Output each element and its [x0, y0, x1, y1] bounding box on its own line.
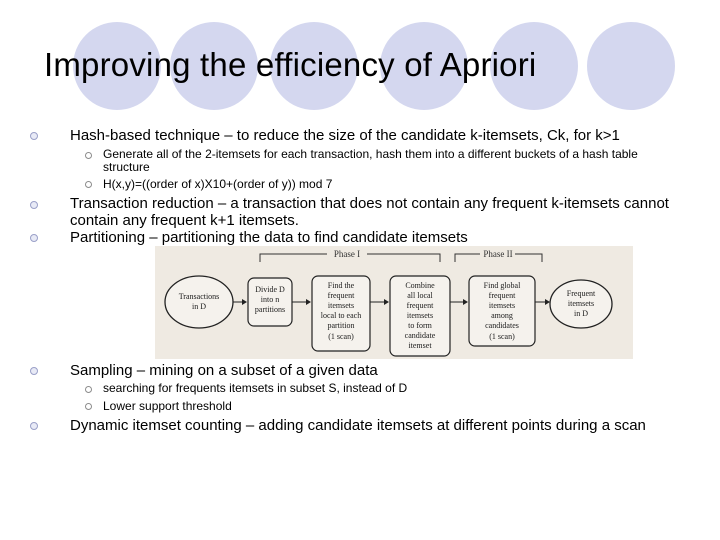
node-find-global-line: (1 scan) [489, 332, 515, 341]
node-find-global-line: candidates [485, 321, 519, 330]
node-divide-line: Divide D [255, 285, 285, 294]
node-find-local-line: (1 scan) [328, 332, 354, 341]
node-find-local-line: frequent [327, 291, 355, 300]
bullet-marker [30, 234, 38, 242]
node-frequent-line: in D [574, 309, 588, 318]
node-frequent-line: Frequent [566, 289, 596, 298]
bullet-text-transaction: Transaction reduction – a transaction that does not contain any frequent k-itemsets cannot contain any frequent k+1 itemsets. [70, 195, 669, 229]
node-combine-line: itemset [408, 341, 432, 350]
node-find-global-line: among [491, 311, 513, 320]
subbullet-text-hash-1: Generate all of the 2-itemsets for each transaction, hash them into a different buckets of a hash table structure [103, 147, 638, 174]
node-find-local-line: partition [327, 321, 355, 330]
phase-1-label: Phase I [333, 249, 361, 259]
node-transactions-line: in D [192, 302, 206, 311]
bullet-text-hash: Hash-based technique – to reduce the size of the candidate k-itemsets, Ck, for k>1 [70, 127, 620, 144]
node-find-local-line: local to each [320, 311, 362, 320]
subbullet-text-sampling-2: Lower support threshold [103, 399, 232, 413]
node-find-local-line: itemsets [327, 301, 355, 310]
bullet-text-partitioning: Partitioning – partitioning the data to find candidate itemsets [70, 229, 468, 246]
node-divide-line: into n [260, 295, 280, 304]
slide-title: Improving the efficiency of Apriori [44, 46, 537, 83]
node-combine-line: Combine [405, 281, 435, 290]
node-combine-line: to form [408, 321, 432, 330]
bullet-text-sampling: Sampling – mining on a subset of a given data [70, 362, 378, 379]
node-combine-line: all local [407, 291, 433, 300]
subbullet-text-hash-2: H(x,y)=((order of x)X10+(order of y)) mod 7 [103, 177, 333, 191]
partition-phase-diagram [155, 246, 633, 359]
node-find-global-line: frequent [488, 291, 516, 300]
bullet-marker [30, 201, 38, 209]
subbullet-marker [85, 181, 92, 188]
phase-2-label: Phase II [483, 249, 513, 259]
node-transactions-line: Transactions [178, 292, 220, 301]
subbullet-text-sampling-1: searching for frequents itemsets in subset S, instead of D [103, 381, 408, 395]
bullet-marker [30, 422, 38, 430]
node-combine-line: itemsets [406, 311, 434, 320]
subbullet-marker [85, 403, 92, 410]
node-divide-line: partitions [254, 305, 286, 314]
node-combine-line: frequent [406, 301, 434, 310]
node-frequent-line: itemsets [567, 299, 595, 308]
subbullet-marker [85, 386, 92, 393]
decorative-circle-6 [587, 22, 675, 110]
subbullet-marker [85, 152, 92, 159]
node-combine-line: candidate [404, 331, 436, 340]
bullet-marker [30, 367, 38, 375]
bullet-text-dynamic: Dynamic itemset counting – adding candidate itemsets at different points during a scan [70, 417, 646, 434]
node-find-global-line: itemsets [488, 301, 516, 310]
bullet-marker [30, 132, 38, 140]
node-find-global-line: Find global [483, 281, 521, 290]
node-find-local-line: Find the [327, 281, 355, 290]
